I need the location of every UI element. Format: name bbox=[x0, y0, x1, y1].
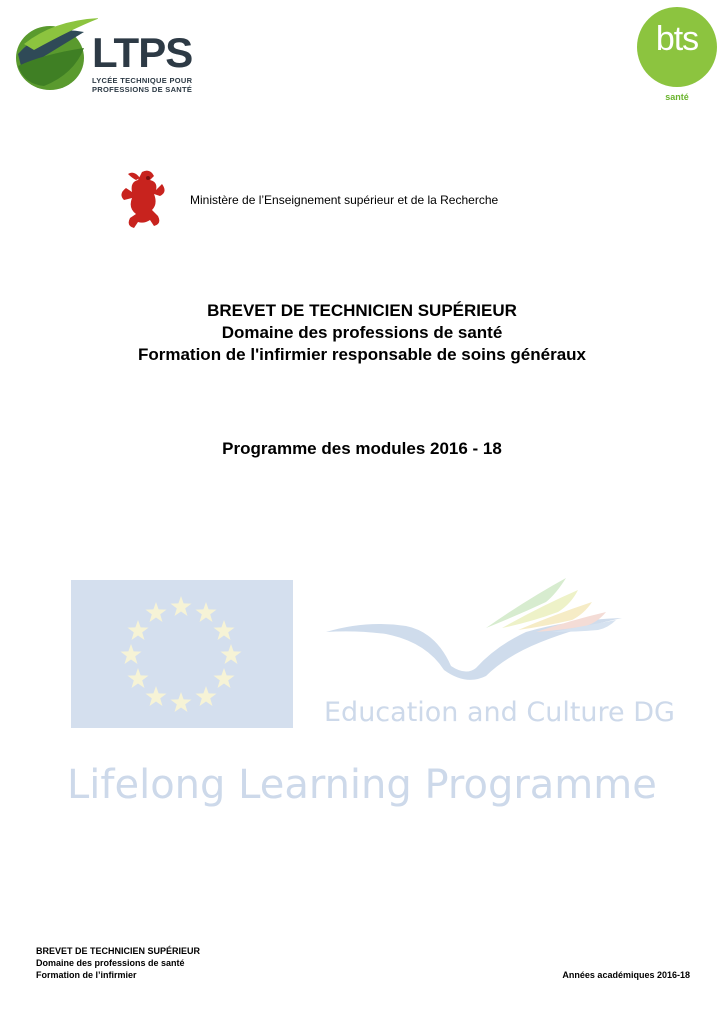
eu-flag-icon bbox=[71, 580, 293, 728]
eu-star bbox=[196, 686, 217, 706]
footer-academic-years: Années académiques 2016-18 bbox=[562, 970, 690, 980]
eu-star bbox=[121, 644, 142, 664]
domain-title: Domaine des professions de santé bbox=[221, 323, 503, 342]
footer-line2: Domaine des professions de santé bbox=[36, 958, 185, 968]
ltps-globe-icon bbox=[14, 14, 98, 94]
eu-star bbox=[171, 692, 192, 712]
red-lion-icon bbox=[114, 166, 172, 232]
eu-star bbox=[171, 596, 192, 616]
eu-star bbox=[128, 668, 149, 688]
education-culture-text: Education and Culture DG bbox=[324, 697, 675, 728]
bts-wordmark: bts bbox=[655, 20, 699, 58]
eu-star bbox=[196, 602, 217, 622]
eu-star bbox=[221, 644, 242, 664]
footer-line3: Formation de l’infirmier bbox=[36, 970, 137, 980]
eu-stars bbox=[71, 580, 293, 728]
formation-title: Formation de l'infirmier responsable de soins généraux bbox=[137, 345, 587, 364]
rainbow-bird-icon bbox=[326, 576, 626, 686]
ministry-text: Ministère de l’Enseignement supérieur et de la Recherche bbox=[190, 193, 499, 207]
eu-star bbox=[214, 668, 235, 688]
eu-star bbox=[146, 602, 167, 622]
ltps-subtitle bbox=[92, 76, 192, 94]
bts-logo bbox=[636, 6, 718, 106]
footer-line1: BREVET DE TECHNICIEN SUPÉRIEUR bbox=[36, 946, 201, 956]
programme-title: Programme des modules 2016 - 18 bbox=[222, 439, 502, 458]
eu-star bbox=[214, 620, 235, 640]
eu-star bbox=[128, 620, 149, 640]
ltps-logo bbox=[14, 14, 194, 94]
lifelong-learning-text: Lifelong Learning Programme bbox=[67, 762, 657, 808]
ltps-subtitle-line2: PROFESSIONS DE SANTÉ bbox=[92, 85, 193, 94]
ltps-wordmark: LTPS bbox=[92, 29, 193, 76]
eu-star bbox=[146, 686, 167, 706]
main-title: BREVET DE TECHNICIEN SUPÉRIEUR bbox=[207, 301, 517, 320]
bts-subtitle: santé bbox=[665, 92, 689, 102]
ltps-subtitle-line1: LYCÉE TECHNIQUE POUR bbox=[92, 76, 193, 85]
